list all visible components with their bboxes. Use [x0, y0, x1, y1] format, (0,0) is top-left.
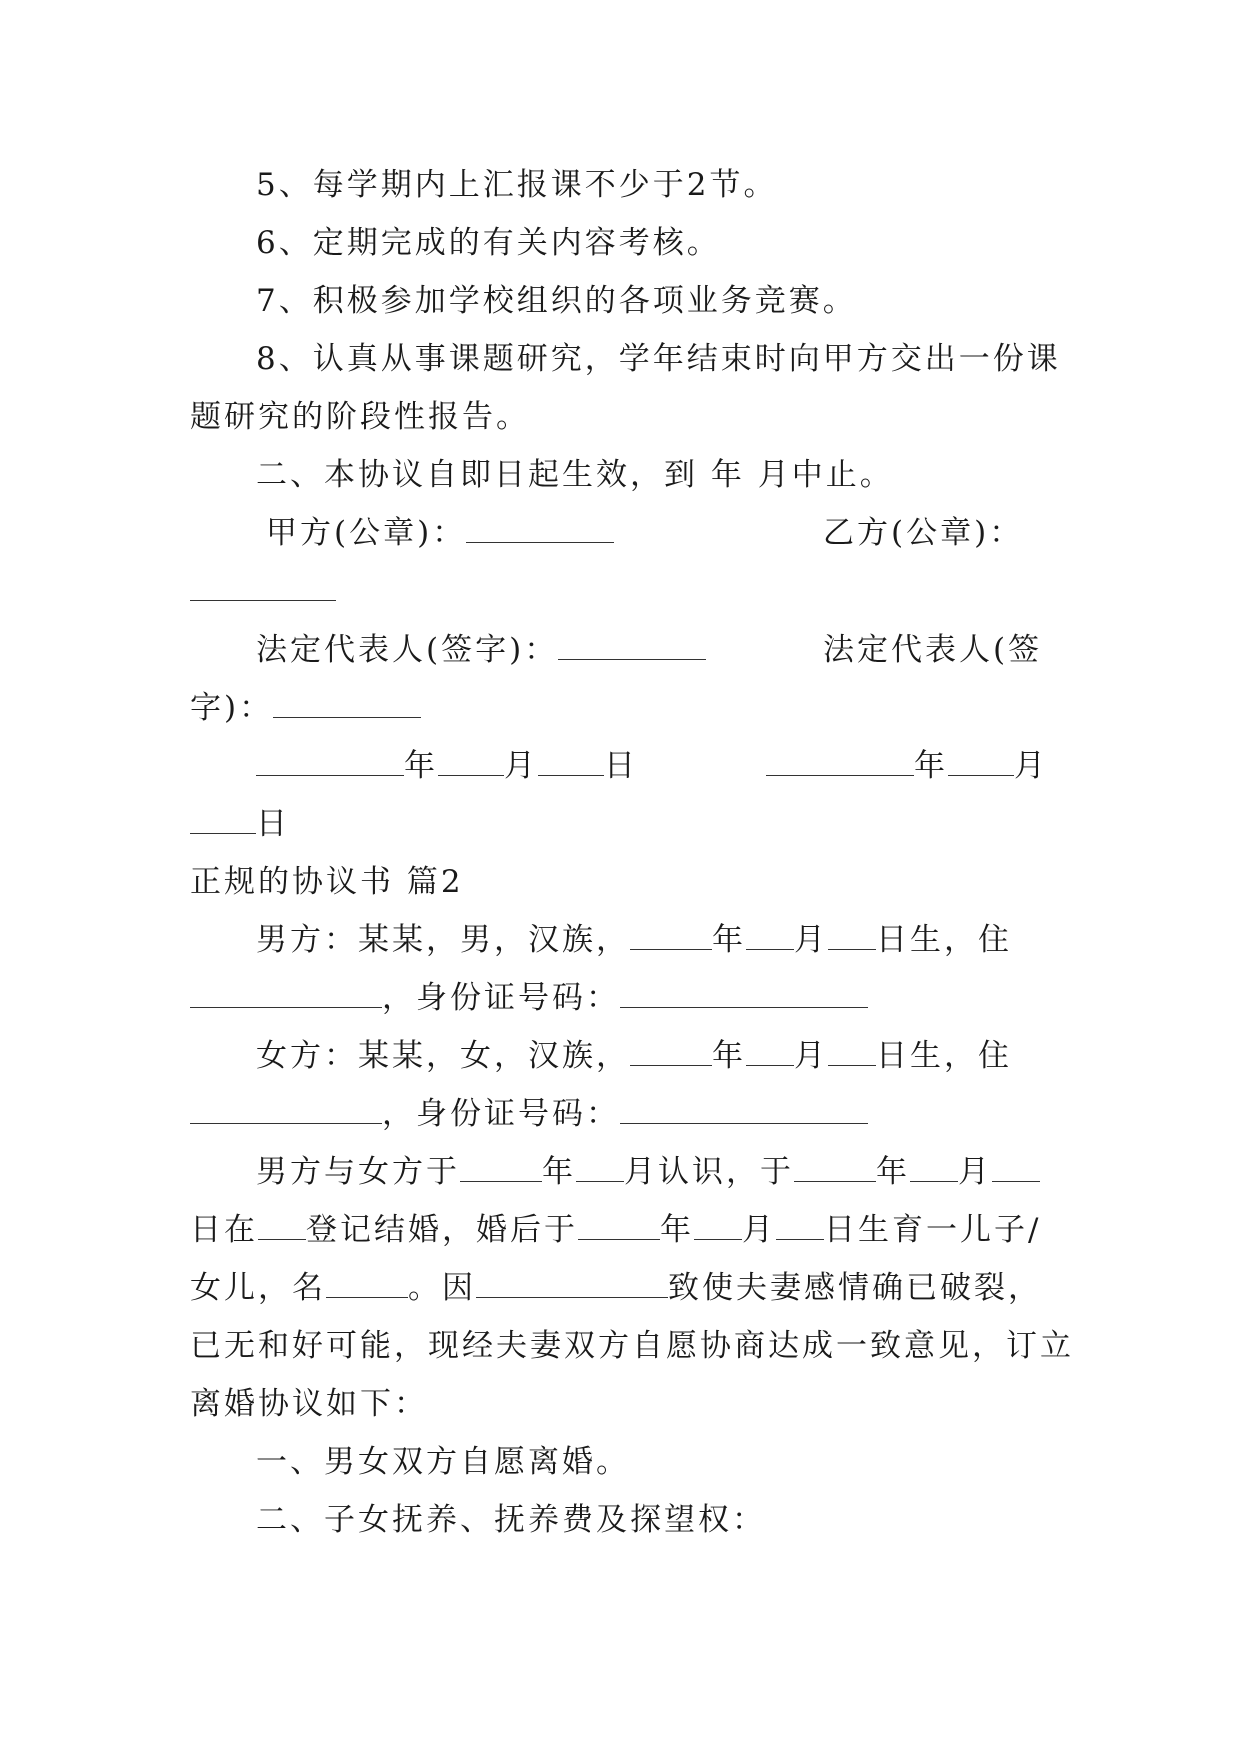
year-label: 年 — [876, 1154, 910, 1190]
date-blank — [746, 1037, 794, 1066]
place-blank — [258, 1211, 306, 1240]
marriage-paragraph-line5: 离婚协议如下： — [190, 1386, 428, 1422]
clause-5: 5、每学期内上汇报课不少于2节。 — [256, 167, 778, 203]
date-blank — [828, 1037, 876, 1066]
address-blank — [190, 979, 382, 1008]
date-blank — [438, 747, 504, 776]
text-run: 月认识，于 — [624, 1154, 794, 1190]
id-label: ，身份证号码： — [382, 1096, 620, 1132]
male-party-label: 男方：某某，男，汉族， — [256, 922, 630, 958]
party-b-rep-label-cont: 字)： — [190, 690, 274, 726]
male-id-line — [190, 978, 868, 1018]
clause-8-line2: 题研究的阶段性报告。 — [190, 399, 530, 435]
date-blank — [538, 747, 604, 776]
female-party-line — [256, 1036, 1012, 1076]
date-blank — [766, 747, 914, 776]
address-blank — [190, 1095, 382, 1124]
marriage-paragraph-line1 — [256, 1152, 1040, 1192]
birth-address-label: 日生，住 — [876, 922, 1012, 958]
reason-blank — [476, 1269, 668, 1298]
clause-6: 6、定期完成的有关内容考核。 — [256, 225, 721, 261]
effective-clause: 二、本协议自即日起生效，到 年 月中止。 — [256, 457, 894, 493]
year-label: 年 — [404, 748, 438, 784]
date-blank — [694, 1211, 742, 1240]
id-blank — [620, 979, 868, 1008]
date-blank — [576, 1153, 624, 1182]
party-b-seal-label: 乙方(公章)： — [823, 515, 1024, 551]
month-label: 月 — [742, 1212, 776, 1248]
day-label: 日 — [604, 748, 638, 784]
date-blank — [630, 1037, 712, 1066]
signature-blank — [273, 689, 421, 718]
marriage-paragraph-line3 — [190, 1268, 1042, 1308]
date-blank — [948, 747, 1014, 776]
date-line-b-cont — [190, 804, 290, 844]
signature-blank — [558, 631, 706, 660]
signature-blank — [466, 514, 614, 543]
female-party-label: 女方：某某，女，汉族， — [256, 1038, 630, 1074]
party-a-rep-line — [256, 630, 706, 670]
party-b-rep-line2 — [190, 688, 421, 728]
date-blank — [460, 1153, 542, 1182]
date-blank — [828, 921, 876, 950]
date-blank — [910, 1153, 958, 1182]
date-blank — [776, 1211, 824, 1240]
party-a-rep-label: 法定代表人(签字)： — [256, 632, 559, 668]
month-label: 月 — [1014, 748, 1048, 784]
party-b-rep-label: 法定代表人(签 — [823, 632, 1043, 668]
date-blank — [794, 1153, 876, 1182]
clause-8-line1: 8、认真从事课题研究，学年结束时向甲方交出一份课 — [256, 341, 1061, 377]
month-label: 月 — [504, 748, 538, 784]
marriage-paragraph-line2 — [190, 1210, 1041, 1250]
text-run: 女儿，名 — [190, 1270, 326, 1306]
date-line-b — [766, 746, 1048, 786]
year-label: 年 — [542, 1154, 576, 1190]
party-a-seal-label: 甲方(公章)： — [266, 515, 467, 551]
month-label: 月 — [794, 922, 828, 958]
year-label: 年 — [712, 1038, 746, 1074]
id-label: ，身份证号码： — [382, 980, 620, 1016]
month-label: 月 — [958, 1154, 992, 1190]
date-blank — [630, 921, 712, 950]
section-title: 正规的协议书 篇2 — [190, 864, 464, 900]
article-1: 一、男女双方自愿离婚。 — [256, 1444, 630, 1480]
date-blank — [992, 1153, 1040, 1182]
text-run: 日生育一儿子/ — [824, 1212, 1042, 1248]
text-run: 登记结婚，婚后于 — [306, 1212, 578, 1248]
date-blank — [190, 805, 256, 834]
year-label: 年 — [712, 922, 746, 958]
signature-blank — [190, 600, 336, 601]
date-blank — [578, 1211, 660, 1240]
female-id-line — [190, 1094, 868, 1134]
id-blank — [620, 1095, 868, 1124]
text-run: 致使夫妻感情确已破裂， — [668, 1270, 1042, 1306]
marriage-paragraph-line4: 已无和好可能，现经夫妻双方自愿协商达成一致意见，订立 — [190, 1328, 1074, 1364]
month-label: 月 — [794, 1038, 828, 1074]
party-a-seal-line — [266, 513, 614, 553]
year-label: 年 — [660, 1212, 694, 1248]
male-party-line — [256, 920, 1012, 960]
year-label: 年 — [914, 748, 948, 784]
date-blank — [746, 921, 794, 950]
text-run: 。因 — [408, 1270, 476, 1306]
article-2: 二、子女抚养、抚养费及探望权： — [256, 1502, 766, 1538]
text-run: 男方与女方于 — [256, 1154, 460, 1190]
day-label: 日 — [256, 806, 290, 842]
date-line-a — [256, 746, 638, 786]
clause-7: 7、积极参加学校组织的各项业务竞赛。 — [256, 283, 857, 319]
text-run: 日在 — [190, 1212, 258, 1248]
date-blank — [256, 747, 404, 776]
birth-address-label: 日生，住 — [876, 1038, 1012, 1074]
name-blank — [326, 1269, 408, 1298]
